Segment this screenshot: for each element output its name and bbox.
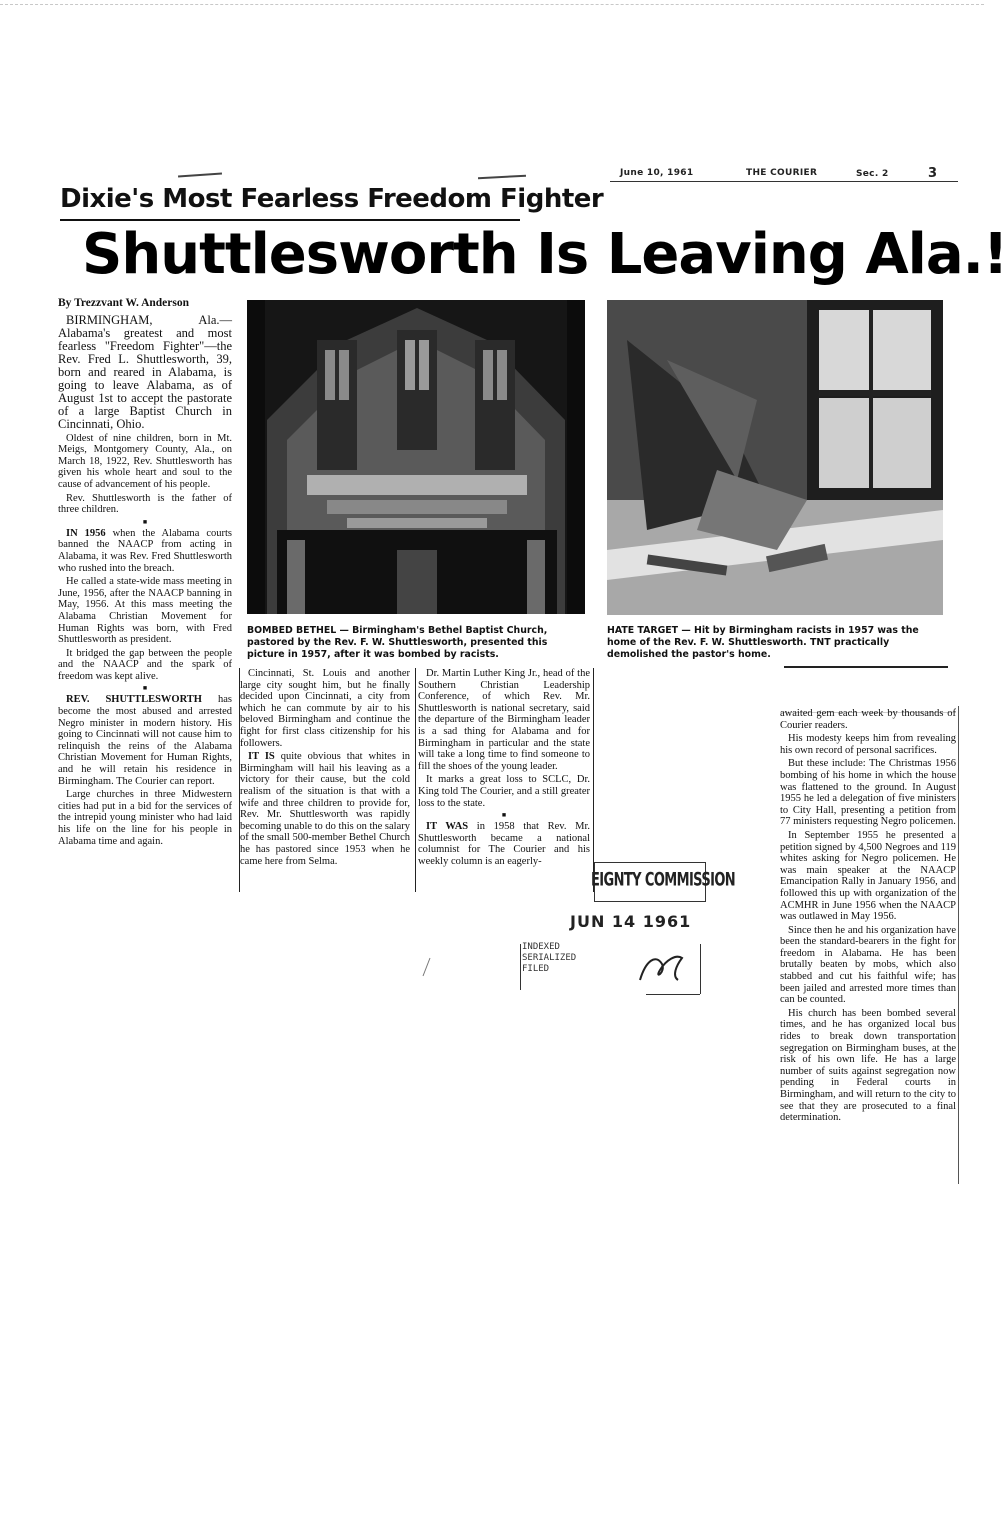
top-dashed-border <box>0 4 984 5</box>
paragraph: Oldest of nine children, born in Mt. Meigs, Montgomery County, Ala., on March 18, 1922, Rev. Shuttlesworth has given his whole heart and soul to the cause of advancement of his people. <box>58 432 232 490</box>
paragraph: Rev. Shuttlesworth is the father of three children. <box>58 492 232 516</box>
bethel-church-photo <box>247 300 585 614</box>
kicker-headline: Dixie's Most Fearless Freedom Fighter <box>60 184 604 214</box>
commission-stamp: EIGNTY COMMISSION <box>591 870 736 891</box>
paragraph <box>58 694 232 787</box>
stamp-border <box>520 944 521 990</box>
article-column-4 <box>780 708 956 1126</box>
caption-lead: BOMBED BETHEL — <box>247 625 349 636</box>
dateline-rule <box>610 181 958 182</box>
paragraph <box>418 821 590 867</box>
paragraph: Large churches in three Midwestern cities had put in a bid for the services of the intrepid young minister who had laid his life on the line for his people in Alabama time and again. <box>58 789 232 847</box>
paragraph: His church has been bombed several times, and he has organized local bus rides to break down transportation segregation on Birmingham buses, at the risk of his own life. He has a large number of suits against segregation now pending in Federal courts in Birmingham, and will return to the city to see that they are prosecuted to a final determination. <box>780 1007 956 1124</box>
paragraph: In September 1955 he presented a petition signed by 4,500 Negroes and 119 whites asking for Negro policemen. He was main speaker at the NAACP Emancipation Rally in January 1956, and followed this up with organization of the ACMHR in June 1956 when the NAACP was outlawed in May 1956. <box>780 829 956 923</box>
received-date-stamp: JUN 14 1961 <box>570 912 692 931</box>
paragraph: Cincinnati, St. Louis and another large city sought him, but he finally decided upon Cincinnati, a city from which he can commute by air to his beloved Birmingham and continue the fight for first class citizenship for his followers. <box>240 668 410 749</box>
clipping-edge <box>958 706 959 1184</box>
bethel-caption <box>247 625 585 660</box>
section-label: Sec. 2 <box>856 169 889 179</box>
paragraph-text: quite obvious that whites in Birmingham will hail his leaving as a victory for their cause, but the cold realism of the situation is that with a wife and three children to provide for, Rev. Mr. Shuttlesworth was rapidly becoming unable to do this on the salary of the small 500-member Bethel Church he has pastored since 1953 when he came here from Selma. <box>240 751 411 867</box>
section-marker: ■ <box>501 811 507 820</box>
caption-text: Birmingham's Bethel Baptist Church, pastored by the Rev. F. W. Shuttlesworth, presented this picture in 1957, after it was bombed by racists. <box>247 625 548 660</box>
commission-stamp-box <box>591 862 736 902</box>
paragraph: It bridged the gap between the people and the NAACP and the spark of freedom was kept alive. <box>58 647 232 682</box>
hate-target-caption <box>607 625 947 660</box>
column-rule <box>415 668 416 892</box>
paragraph: It marks a great loss to SCLC, Dr. King told The Courier, and a still greater loss to the state. <box>418 774 590 809</box>
main-headline: Shuttlesworth Is Leaving Ala.! <box>82 222 1007 287</box>
pencil-mark <box>420 956 432 978</box>
stamp-border <box>646 994 700 995</box>
paragraph: But these include: The Christmas 1956 bombing of his home in which the house was flattened to the ground. In August 1955 he led a delegation of five ministers to City Hall, presenting a petition from 77 ministers requesting Negro policemen. <box>780 758 956 828</box>
pen-mark <box>478 175 526 180</box>
paragraph <box>240 751 410 867</box>
home-damage-photo <box>607 300 943 615</box>
stamp-border <box>700 944 701 994</box>
paragraph: His modesty keeps him from revealing his own record of personal sacrifices. <box>780 733 956 756</box>
caption-lead: HATE TARGET — <box>607 625 691 636</box>
pen-mark <box>178 172 222 177</box>
paragraph-lead: IT IS <box>248 751 275 763</box>
paragraph-text: has become the most abused and arrested Negro minister in modern history. His going to Cincinnati will not cause him to relinquish the reins of the Alabama Christian Movement for Human Rights, and he will retain his residence in Birmingham. The Courier can report. <box>58 694 232 787</box>
issue-date: June 10, 1961 <box>620 168 694 178</box>
caption-rule <box>784 666 948 668</box>
bethel-church-image <box>247 300 585 614</box>
paragraph-text: in 1958 that Rev. Mr. Shuttlesworth became a national columnist for The Courier and his weekly column is an eagerly- <box>418 821 591 867</box>
indexed-label: INDEXED <box>522 942 560 952</box>
filed-label: FILED <box>522 964 550 974</box>
paragraph: BIRMINGHAM, Ala.—Alabama's greatest and most fearless "Freedom Fighter"—the Rev. Fred L. Shuttlesworth, 39, born and reared in Alabama, is going to leave Alabama, as of August 1st to accept the pastorate of a large Baptist Church in Cincinnati, Ohio. <box>58 312 232 431</box>
article-column-3 <box>418 668 590 870</box>
newspaper-name: THE COURIER <box>746 168 818 178</box>
paragraph: awaited gem each week by thousands of Courier readers. <box>780 708 956 731</box>
caption-text: Hit by Birmingham racists in 1957 was the home of the Rev. F. W. Shuttlesworth. TNT practically demolished the pastor's home. <box>607 625 919 660</box>
page-number: 3 <box>928 166 938 181</box>
section-marker: ■ <box>142 684 148 693</box>
article-column-1 <box>58 298 232 849</box>
paragraph-lead: REV. SHUTTLESWORTH <box>66 694 202 706</box>
paragraph-text: when the Alabama courts banned the NAACP from acting in Alabama, it was Rev. Fred Shuttlesworth who rushed into the breach. <box>58 527 232 574</box>
section-marker: ■ <box>142 517 148 526</box>
serialized-label: SERIALIZED <box>522 953 577 963</box>
paragraph <box>58 528 232 574</box>
column-rule <box>593 668 594 892</box>
initials-signature <box>636 950 686 984</box>
paragraph: Dr. Martin Luther King Jr., head of the Southern Christian Leadership Conference, of which Rev. Mr. Shuttlesworth is national secretary, said the departure of the Birmingham leader is a sad thing for Alabama and for Birmingham in particular and the state will take a long time to find someone to fill the shoes of the young leader. <box>418 668 590 772</box>
article-column-2 <box>240 668 410 869</box>
byline: By Trezzvant W. Anderson <box>58 297 189 309</box>
home-damage-image <box>607 300 943 615</box>
kicker-rule <box>60 219 520 221</box>
paragraph-lead: IN 1956 <box>66 527 106 539</box>
paragraph-lead: IT WAS <box>426 821 469 833</box>
paragraph: He called a state-wide mass meeting in June, 1956, after the NAACP banning in May, 1956. At this mass meeting the Alabama Christian Movement for Human Rights was born, with Fred Shuttlesworth as president. <box>58 576 232 646</box>
paragraph: Since then he and his organization have been the standard-bearers in the fight for freedom in Alabama. He has been brutally beaten by mobs, which also stabbed and cut his faithful wife; has been jailed and arrested more times than can be counted. <box>780 924 956 1006</box>
